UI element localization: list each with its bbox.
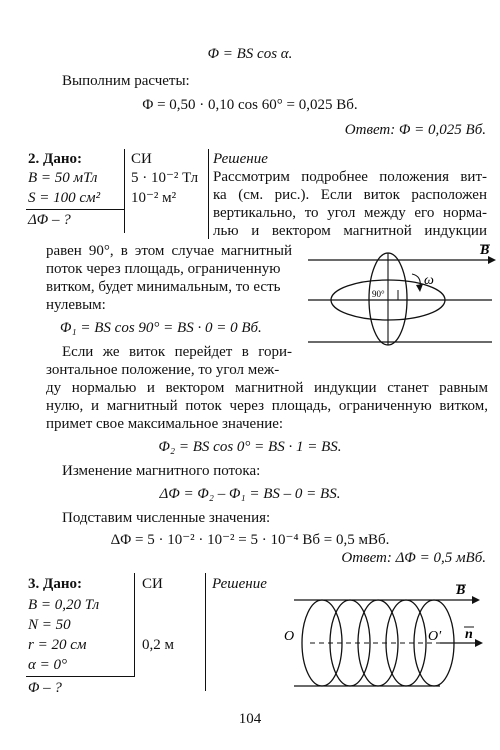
coil-figure xyxy=(280,580,495,695)
solution-header-2: Решение xyxy=(213,151,268,167)
problem3-given-alpha: α = 0° xyxy=(28,657,67,673)
si-value-r: 0,2 м xyxy=(142,637,174,653)
problem3-given-n: N = 50 xyxy=(28,617,71,633)
change-label: Изменение магнитного потока: xyxy=(62,463,261,479)
n-vector-label: n xyxy=(465,627,473,642)
b-vector-label: B xyxy=(480,243,490,258)
full-line-1: ду нормалью и вектором магнитной индукции станет равным xyxy=(46,380,488,396)
solution-line-1: Рассмотрим подробнее положения вит- xyxy=(213,169,487,185)
point-o2-label: O′ xyxy=(428,629,442,644)
loop-figure xyxy=(300,240,500,350)
problem2-find: ΔΦ – ? xyxy=(28,212,71,228)
problem3-given-r: r = 20 см xyxy=(28,637,87,653)
omega-label: ω xyxy=(424,273,434,288)
subst-label: Подставим численные значения: xyxy=(62,510,271,526)
given-si-divider xyxy=(124,149,125,233)
problem2-given-s: S = 100 см² xyxy=(28,190,101,206)
left-line-4: нулевым: xyxy=(46,297,106,313)
left-line-1: равен 90°, в этом случае магнитный xyxy=(46,243,292,259)
given-si-divider-3 xyxy=(134,573,135,677)
si-value-s: 10⁻² м² xyxy=(131,190,177,206)
full-line-3: примет свое максимальное значение: xyxy=(46,416,284,432)
solution-line-3: вертикально, то угол между его нормa- xyxy=(213,205,487,221)
solution-line-4: лью и вектором магнитной индукции xyxy=(213,223,487,239)
field-arrow-head-3 xyxy=(472,596,480,604)
point-o-label: O xyxy=(284,629,295,644)
si-value-b: 5 · 10⁻² Тл xyxy=(131,170,199,186)
left-line-5: Если же виток перейдет в гори- xyxy=(62,344,292,360)
left-line-2: поток через площадь, ограниченную xyxy=(46,261,281,277)
formula-flux: Φ = BS cos α. xyxy=(207,46,293,62)
problem3-number: 3. Дано: xyxy=(28,576,82,592)
formula-numeric: ΔΦ = 5 · 10⁻² · 10⁻² = 5 · 10⁻⁴ Вб = 0,5 мВб. xyxy=(110,532,390,548)
problem2-number: 2. Дано: xyxy=(28,151,82,167)
answer-2: Ответ: ΔΦ = 0,5 мВб. xyxy=(341,550,486,566)
given-divider-3 xyxy=(26,676,134,677)
given-divider xyxy=(26,209,124,210)
problem2-given-b: B = 50 мТл xyxy=(28,170,98,186)
rotation-arrow-head xyxy=(416,284,423,292)
si-solution-divider xyxy=(208,149,209,239)
formula-phi2: Φ₂ = BS cos 0° = BS · 1 = BS. xyxy=(158,439,342,455)
left-line-6: зонтальное положение, то угол меж- xyxy=(46,362,280,378)
full-line-2: нулю, и магнитный поток через площадь, ограниченную витком, xyxy=(46,398,488,414)
normal-arrow-head xyxy=(475,639,483,647)
b-vector-label-3: B xyxy=(456,583,466,598)
si-header-2: СИ xyxy=(131,151,152,167)
si-solution-divider-3 xyxy=(205,573,206,691)
si-header-3: СИ xyxy=(142,576,163,592)
problem3-given-b: B = 0,20 Тл xyxy=(28,597,100,613)
solution-line-2: ка (см. рис.). Если виток расположен xyxy=(213,187,487,203)
formula-dphi: ΔΦ = Φ₂ – Φ₁ = BS – 0 = BS. xyxy=(159,486,341,502)
angle-label: 90° xyxy=(372,289,385,299)
page-number: 104 xyxy=(238,711,262,727)
formula-phi1: Φ₁ = BS cos 90° = BS · 0 = 0 Вб. xyxy=(60,320,262,336)
problem3-find: Φ – ? xyxy=(28,680,62,696)
left-line-3: витком, будет минимальным, то есть xyxy=(46,279,281,295)
formula-calc: Φ = 0,50 · 0,10 cos 60° = 0,025 Вб. xyxy=(142,97,358,113)
answer-1: Ответ: Φ = 0,025 Вб. xyxy=(344,122,486,138)
solution-header-3: Решение xyxy=(212,576,267,592)
calc-label: Выполним расчеты: xyxy=(62,73,190,89)
